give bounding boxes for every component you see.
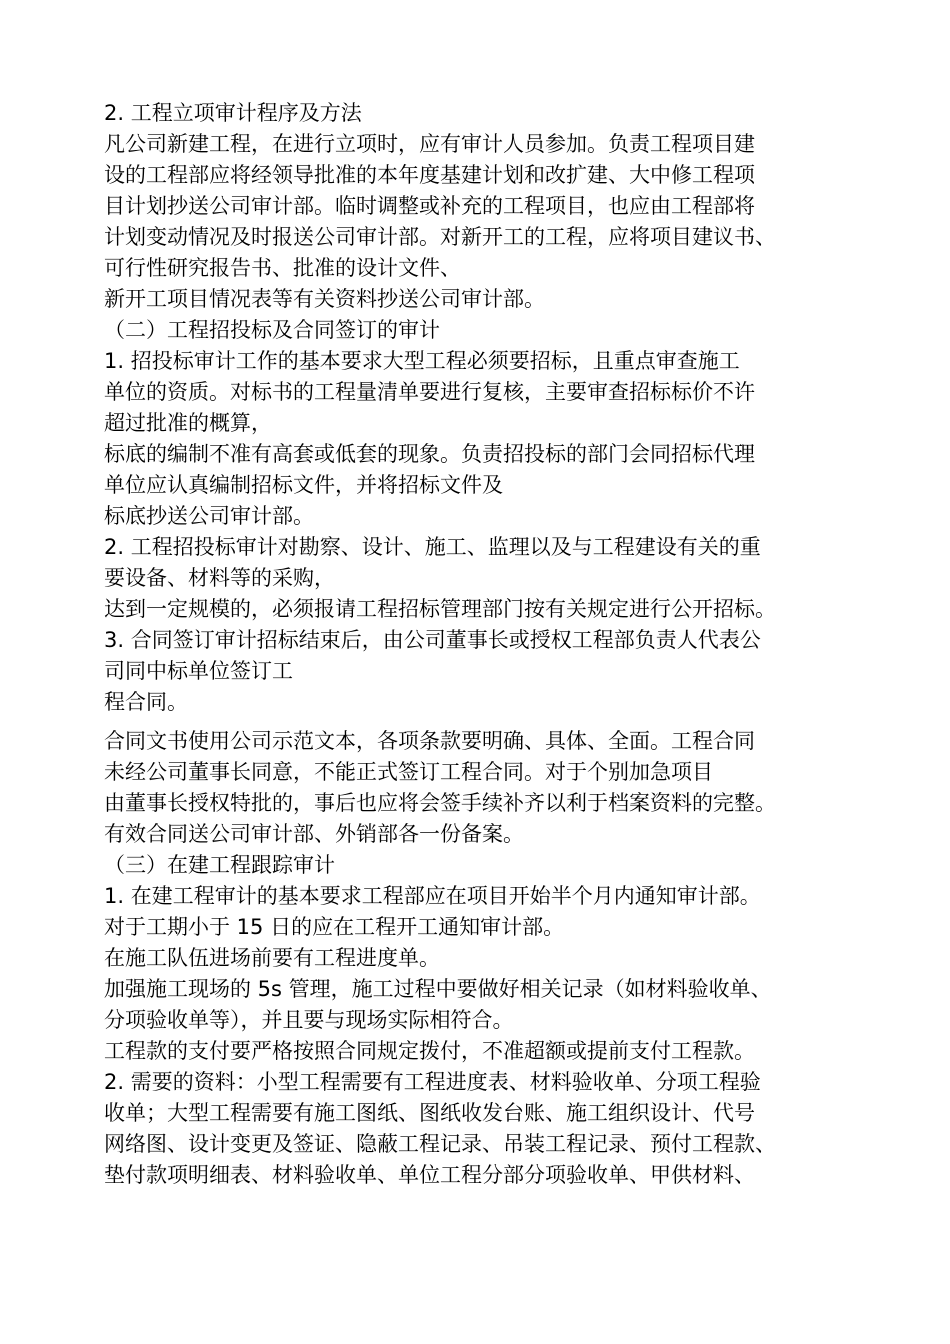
paragraph-line: 设的工程部应将经领导批准的本年度基建计划和改扩建、大中修工程项 bbox=[104, 163, 755, 187]
document-body bbox=[104, 98, 864, 1191]
paragraph-line: 要设备、材料等的采购， bbox=[104, 566, 335, 590]
paragraph-line: 计划变动情况及时报送公司审计部。对新开工的工程，应将项目建议书、 bbox=[104, 225, 776, 249]
paragraph-line: 工程款的支付要严格按照合同规定拨付，不准超额或提前支付工程款。 bbox=[104, 1039, 755, 1063]
paragraph-line: 未经公司董事长同意，不能正式签订工程合同。对于个别加急项目 bbox=[104, 760, 713, 784]
paragraph-line: 对于工期小于 15 日的应在工程开工通知审计部。 bbox=[104, 915, 565, 939]
paragraph-line: 1. 招投标审计工作的基本要求大型工程必须要招标，且重点审查施工 bbox=[104, 349, 740, 373]
paragraph-line: 加强施工现场的 5s 管理，施工过程中要做好相关记录（如材料验收单、 bbox=[104, 977, 772, 1001]
paragraph-line: 网络图、设计变更及签证、隐蔽工程记录、吊装工程记录、预付工程款、 bbox=[104, 1132, 776, 1156]
paragraph-line: 1. 在建工程审计的基本要求工程部应在项目开始半个月内通知审计部。 bbox=[104, 884, 761, 908]
paragraph-line: 有效合同送公司审计部、外销部各一份备案。 bbox=[104, 822, 524, 846]
paragraph-line: 新开工项目情况表等有关资料抄送公司审计部。 bbox=[104, 287, 545, 311]
paragraph-line: 单位的资质。对标书的工程量清单要进行复核，主要审查招标标价不许 bbox=[104, 380, 755, 404]
paragraph-line: 2. 需要的资料：小型工程需要有工程进度表、材料验收单、分项工程验 bbox=[104, 1070, 761, 1094]
paragraph-line: 收单；大型工程需要有施工图纸、图纸收发台账、施工组织设计、代号 bbox=[104, 1101, 755, 1125]
paragraph-line: 程合同。 bbox=[104, 690, 188, 714]
paragraph-line: 2. 工程招投标审计对勘察、设计、施工、监理以及与工程建设有关的重 bbox=[104, 535, 761, 559]
paragraph-line: 分项验收单等），并且要与现场实际相符合。 bbox=[104, 1008, 514, 1032]
paragraph-line: 标底的编制不准有高套或低套的现象。负责招投标的部门会同招标代理 bbox=[104, 442, 755, 466]
paragraph-line: 垫付款项明细表、材料验收单、单位工程分部分项验收单、甲供材料、 bbox=[104, 1163, 755, 1187]
paragraph-line: 目计划抄送公司审计部。临时调整或补充的工程项目，也应由工程部将 bbox=[104, 194, 755, 218]
paragraph-line: 3. 合同签订审计招标结束后，由公司董事长或授权工程部负责人代表公 bbox=[104, 628, 761, 652]
section-heading: （二）工程招投标及合同签订的审计 bbox=[104, 318, 440, 342]
paragraph-line: 单位应认真编制招标文件，并将招标文件及 bbox=[104, 473, 503, 497]
paragraph-line: 可行性研究报告书、批准的设计文件、 bbox=[104, 256, 461, 280]
paragraph-line: 凡公司新建工程，在进行立项时，应有审计人员参加。负责工程项目建 bbox=[104, 132, 755, 156]
section-heading: （三）在建工程跟踪审计 bbox=[104, 853, 335, 877]
paragraph-line: 在施工队伍进场前要有工程进度单。 bbox=[104, 946, 440, 970]
paragraph-line: 标底抄送公司审计部。 bbox=[104, 504, 314, 528]
paragraph-line: 合同文书使用公司示范文本，各项条款要明确、具体、全面。工程合同 bbox=[104, 729, 755, 753]
paragraph-line: 司同中标单位签订工 bbox=[104, 659, 293, 683]
paragraph-gap bbox=[104, 718, 864, 726]
paragraph-line: 由董事长授权特批的，事后也应将会签手续补齐以利于档案资料的完整。 bbox=[104, 791, 776, 815]
paragraph-line: 超过批准的概算， bbox=[104, 411, 272, 435]
paragraph-line: 达到一定规模的，必须报请工程招标管理部门按有关规定进行公开招标。 bbox=[104, 597, 776, 621]
section-heading: 2. 工程立项审计程序及方法 bbox=[104, 101, 362, 125]
